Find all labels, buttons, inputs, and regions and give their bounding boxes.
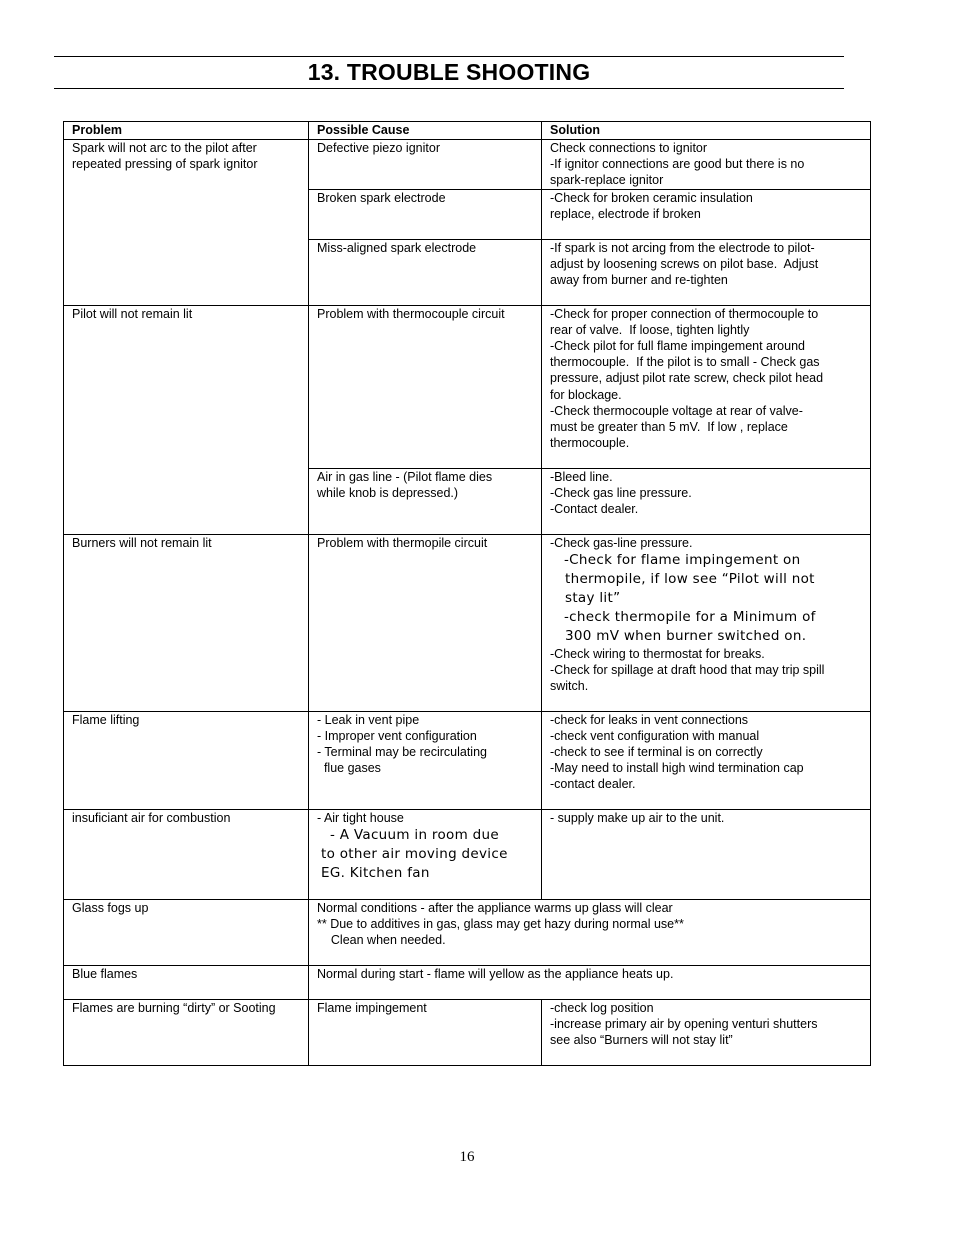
header-problem: Problem <box>64 122 309 140</box>
problem-cell: Spark will not arc to the pilot after repeated pressing of spark ignitor <box>64 140 309 306</box>
solution-cell: - supply make up air to the unit. <box>542 809 871 899</box>
troubleshooting-table <box>63 121 871 1066</box>
cause-cell: Flame impingement <box>309 999 542 1065</box>
solution-cell: -Check gas-line pressure. -Check for flame impingement on thermopile, if low see “Pilot will not stay lit” -check thermopile for a Minimum of 300 mV when burner switched on. -Check wiring to thermostat for breaks. -Check for spillage at draft hood that may trip spill switch. <box>542 534 871 711</box>
problem-cell: Glass fogs up <box>64 899 309 965</box>
table-row <box>64 899 871 965</box>
cause-cell: Air in gas line - (Pilot flame dies while knob is depressed.) <box>309 468 542 534</box>
cause-cell: Problem with thermopile circuit <box>309 534 542 711</box>
solution-cell: -If spark is not arcing from the electrode to pilot- adjust by loosening screws on pilot base. Adjust away from burner and re-tighten <box>542 239 871 305</box>
merged-cause-solution-cell: Normal during start - flame will yellow as the appliance heats up. <box>309 965 871 999</box>
header-solution: Solution <box>542 122 871 140</box>
header-possible-cause: Possible Cause <box>309 122 542 140</box>
table-row <box>64 999 871 1065</box>
table-header-row <box>64 122 871 140</box>
table-row <box>64 809 871 899</box>
problem-cell: Flames are burning “dirty” or Sooting <box>64 999 309 1065</box>
solution-cell: -Check for proper connection of thermocouple to rear of valve. If loose, tighten lightly -Check pilot for full flame impingement around thermocouple. If the pilot is to small - Check gas pressure, adjust pilot rate screw, check pilot head for blockage. -Check thermocouple voltage at rear of valve- must be greater than 5 mV. If low , replace thermocouple. <box>542 305 871 468</box>
cause-wide-block: - A Vacuum in room due to other air moving device EG. Kitchen fan <box>321 826 508 881</box>
title-rule-bottom <box>54 88 844 89</box>
table-row <box>64 965 871 999</box>
table-row <box>64 711 871 809</box>
solution-cell: -check log position -increase primary air by opening venturi shutters see also “Burners will not stay lit” <box>542 999 871 1065</box>
solution-cell: -check for leaks in vent connections -check vent configuration with manual -check to see if terminal is on correctly -May need to install high wind termination cap -contact dealer. <box>542 711 871 809</box>
cause-cell: Defective piezo ignitor <box>309 140 542 190</box>
problem-cell: Blue flames <box>64 965 309 999</box>
table-row <box>64 305 871 468</box>
merged-cause-solution-cell: Normal conditions - after the appliance warms up glass will clear ** Due to additives in gas, glass may get hazy during normal use** Clean when needed. <box>309 899 871 965</box>
cause-cell: Miss-aligned spark electrode <box>309 239 542 305</box>
cause-cell: - Air tight house - A Vacuum in room due to other air moving device EG. Kitchen fan <box>309 809 542 899</box>
solution-cell: Check connections to ignitor -If ignitor connections are good but there is no spark-replace ignitor <box>542 140 871 190</box>
problem-cell: Pilot will not remain lit <box>64 305 309 534</box>
cause-cell: Broken spark electrode <box>309 189 542 239</box>
table-row <box>64 140 871 190</box>
cause-cell: Problem with thermocouple circuit <box>309 305 542 468</box>
solution-wide-block: -Check for flame impingement on thermopile, if low see “Pilot will not stay lit” -check thermopile for a Minimum of 300 mV when burner switched on. <box>564 551 816 644</box>
table-row <box>64 534 871 711</box>
problem-cell: insuficiant air for combustion <box>64 809 309 899</box>
cause-cell: - Leak in vent pipe - Improper vent configuration - Terminal may be recirculating flue gases <box>309 711 542 809</box>
solution-cell: -Bleed line. -Check gas line pressure. -Contact dealer. <box>542 468 871 534</box>
page-number: 16 <box>459 1149 475 1165</box>
page-title: 13. TROUBLE SHOOTING <box>307 59 591 85</box>
problem-cell: Burners will not remain lit <box>64 534 309 711</box>
solution-cell: -Check for broken ceramic insulation replace, electrode if broken <box>542 189 871 239</box>
problem-cell: Flame lifting <box>64 711 309 809</box>
